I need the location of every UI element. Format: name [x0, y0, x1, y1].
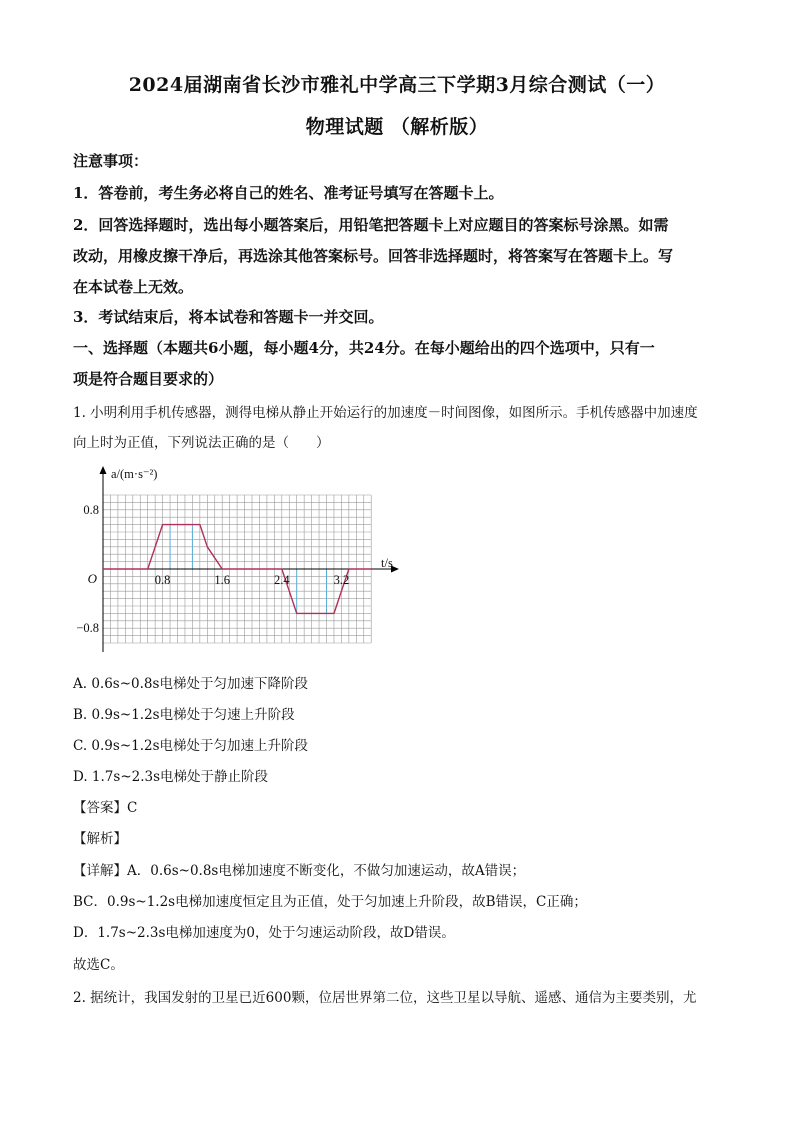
- y-axis-label: a/(m·s⁻²): [111, 467, 158, 481]
- notes-heading: 注意事项：: [73, 152, 149, 170]
- x-tick-label-0: 0.8: [154, 573, 171, 587]
- q1-detail-line-1: 【详解】A．0.6s~0.8s电梯加速度不断变化，不做匀加速运动，故A错误；: [73, 863, 526, 879]
- notes-item-1: 1．答卷前，考生务必将自己的姓名、准考证号填写在答题卡上。: [73, 184, 504, 202]
- q1-option-c: C. 0.9s~1.2s电梯处于匀加速上升阶段: [73, 738, 309, 754]
- x-tick-label-2: 2.4: [273, 573, 290, 587]
- q1-conclusion: 故选C。: [73, 957, 124, 973]
- q1-option-d: D. 1.7s~2.3s电梯处于静止阶段: [73, 769, 269, 785]
- q1-stem-line-2: 向上时为正值，下列说法正确的是（ ）: [73, 435, 330, 451]
- section-1-line-2: 项是符合题目要求的）: [73, 370, 224, 388]
- q1-option-b: B. 0.9s~1.2s电梯处于匀速上升阶段: [73, 707, 295, 723]
- q1-option-a: A. 0.6s~0.8s电梯处于匀加速下降阶段: [73, 676, 308, 692]
- acceleration-time-chart: [73, 462, 403, 657]
- notes-item-2-line-2: 改动，用橡皮擦干净后，再选涂其他答案标号。回答非选择题时，将答案写在答题卡上。写: [73, 247, 674, 265]
- x-axis-label: t/s: [381, 556, 393, 570]
- x-tick-label-1: 1.6: [214, 573, 231, 587]
- q1-detail-line-2: BC．0.9s~1.2s电梯加速度恒定且为正值，处于匀加速上升阶段，故B错误，C正确；: [73, 894, 587, 910]
- q1-stem-line-1: 1. 小明利用手机传感器，测得电梯从静止开始运行的加速度－时间图像，如图所示。手机传感器中加速度: [73, 405, 698, 421]
- title-line-2: 物理试题 （解析版）: [305, 116, 489, 138]
- x-tick-label-3: 3.2: [333, 573, 350, 587]
- y-axis-arrow: [100, 466, 107, 474]
- title-line-1: 2024届湖南省长沙市雅礼中学高三下学期3月综合测试（一）: [128, 74, 666, 96]
- y-tick-label-1: −0.8: [76, 621, 99, 636]
- q1-analysis-heading: 【解析】: [73, 831, 127, 847]
- q2-stem-line-1: 2. 据统计，我国发射的卫星已近600颗，位居世界第二位，这些卫星以导航、遥感、通信为主要类别，尤: [73, 990, 697, 1006]
- q1-answer: 【答案】C: [73, 800, 138, 816]
- notes-item-2-line-1: 2．回答选择题时，选出每小题答案后，用铅笔把答题卡上对应题目的答案标号涂黑。如需: [73, 216, 669, 234]
- notes-item-3: 3．考试结束后，将本试卷和答题卡一并交回。: [73, 308, 384, 326]
- origin-label: O: [87, 571, 97, 586]
- section-1-line-1: 一、选择题（本题共6小题，每小题4分，共24分。在每小题给出的四个选项中，只有一: [73, 339, 655, 357]
- q1-detail-line-3: D．1.7s~2.3s电梯加速度为0，处于匀速运动阶段，故D错误。: [73, 925, 455, 941]
- y-tick-label-0: 0.8: [83, 502, 99, 517]
- notes-item-2-line-3: 在本试卷上无效。: [73, 278, 194, 296]
